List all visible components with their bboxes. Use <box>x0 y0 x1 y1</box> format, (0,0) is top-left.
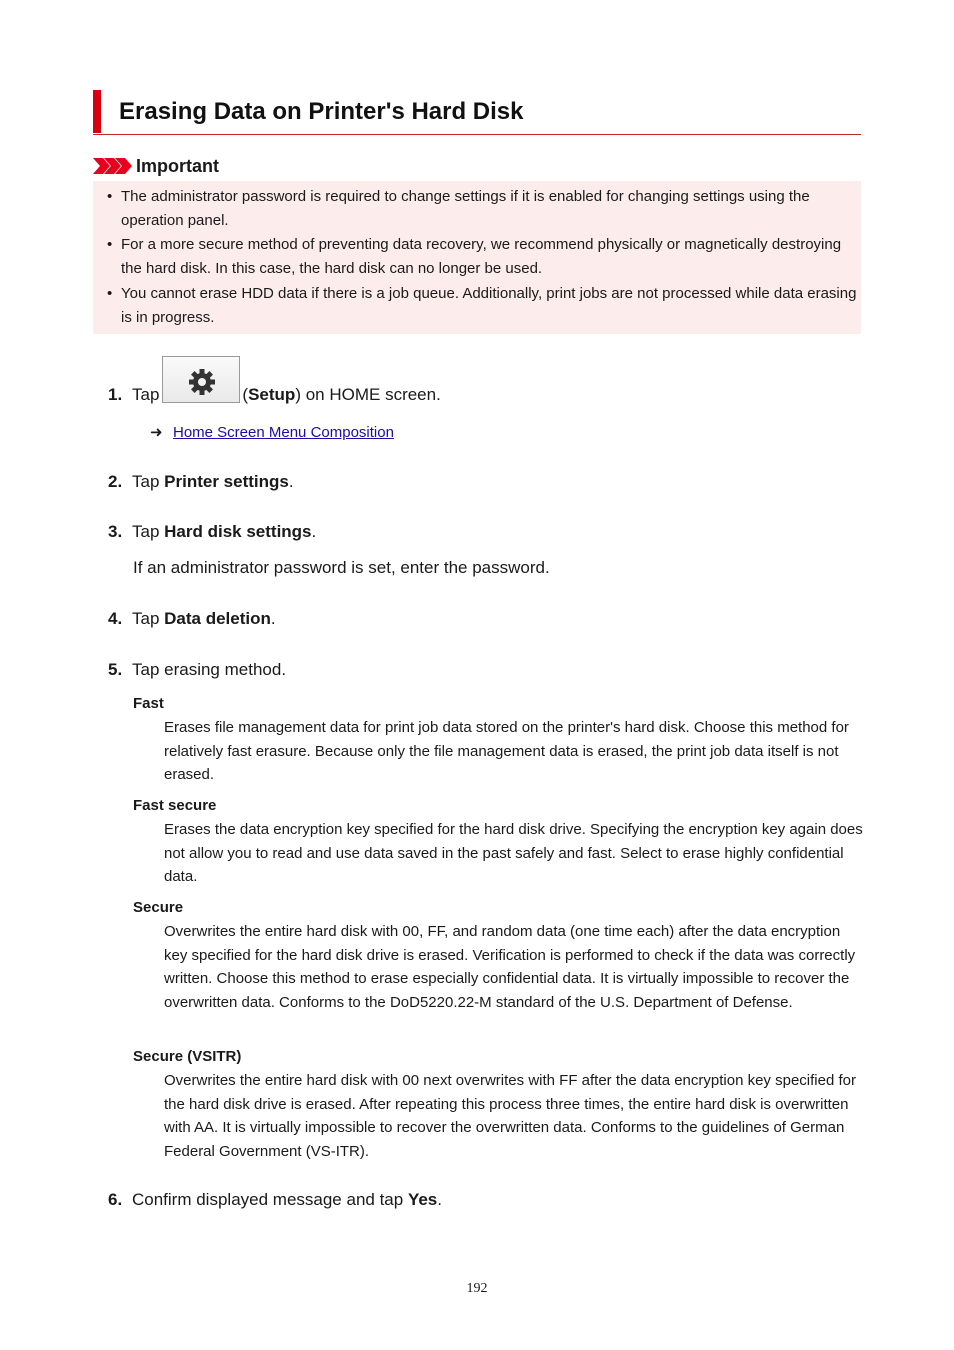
step-1: 1. Tap (Setup) on HOME screen. <box>108 356 441 419</box>
method-name: Fast secure <box>133 797 217 814</box>
page-number: 192 <box>466 1281 488 1296</box>
method-description: Overwrites the entire hard disk with 00, FF, and random data (one time each) after the data encryption key specified for the hard disk drive is erased. Verification is performed to check if the data was correctly written. Choose this method to erase especially confidential data. It is virtually impossible to recover the overwritten data. Conforms to the DoD5220.22-M standard of the U.S. Department of Defense. <box>164 923 856 1011</box>
important-item: • For a more secure method of preventing data recovery, we recommend physically or magnetically destroying the hard disk. In this case, the hard disk can no longer be used. <box>121 233 861 281</box>
step-3-note: If an administrator password is set, enter the password. <box>133 558 550 577</box>
page-title: Erasing Data on Printer's Hard Disk <box>119 98 524 125</box>
important-label: Important <box>136 156 219 176</box>
method-name: Fast <box>133 695 164 712</box>
step-2: 2. Tap Printer settings. <box>108 472 294 491</box>
step-number: 2. <box>108 472 123 491</box>
important-item: • You cannot erase HDD data if there is a job queue. Additionally, print jobs are not processed while data erasing is in progress. <box>121 282 861 330</box>
step-4: 4. Tap Data deletion. <box>108 609 276 628</box>
method-description: Erases the data encryption key specified for the hard disk drive. Specifying the encryption key again does not allow you to read and use data saved in the past safely and fast. Select to erase highly confidential data. <box>164 821 863 885</box>
step-number: 4. <box>108 609 123 628</box>
setup-button[interactable] <box>162 356 240 403</box>
method-name: Secure (VSITR) <box>133 1048 242 1065</box>
important-box <box>93 181 861 334</box>
step-number: 3. <box>108 522 123 541</box>
step-3: 3. Tap Hard disk settings. <box>108 522 317 541</box>
method-description: Overwrites the entire hard disk with 00 next overwrites with FF after the data encryption key specified for the hard disk drive is erased. After repeating this process three times, the entire hard disk is overwritten with AA. It is virtually impossible to recover the overwritten data. Conforms to the guidelines of German Federal Government (VS-ITR). <box>164 1072 856 1160</box>
method-name: Secure <box>133 899 184 916</box>
link-row <box>150 422 394 444</box>
arrow-right-icon: ➜ <box>150 424 163 441</box>
step-5: 5. Tap erasing method. <box>108 660 287 679</box>
method-description: Erases file management data for print job data stored on the printer's hard disk. Choose this method for relatively fast erasure. Because only the file management data is erased, the print job data itself is not erased. <box>164 719 849 783</box>
step-number: 5. <box>108 660 123 679</box>
step-number: 6. <box>108 1190 123 1209</box>
home-screen-menu-link[interactable]: Home Screen Menu Composition <box>173 424 394 441</box>
gear-icon <box>187 367 217 397</box>
step-6: 6. Confirm displayed message and tap Yes. <box>108 1190 442 1209</box>
step-number: 1. <box>108 385 123 404</box>
title-accent-bar <box>93 90 101 133</box>
page-title-bar <box>93 90 861 135</box>
chevrons-icon <box>93 156 133 176</box>
important-item: • The administrator password is required to change settings if it is enabled for changing settings using the operation panel. <box>121 185 861 233</box>
